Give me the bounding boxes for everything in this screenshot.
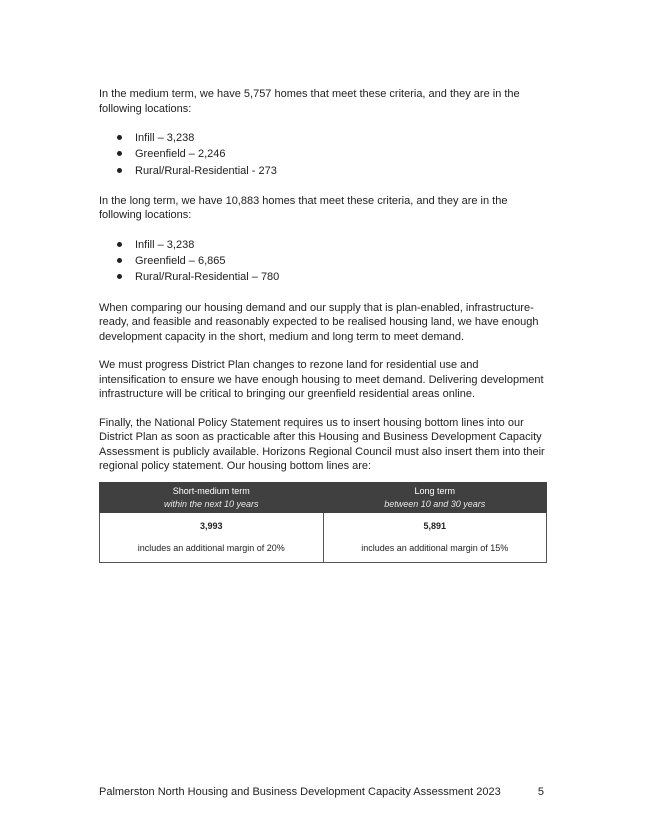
bottom-line-value: 3,993 [199,520,223,531]
bullet-icon [117,242,122,247]
column-header-short-medium: Short-medium term within the next 10 years [100,482,324,512]
page-footer [99,785,546,800]
list-item: Infill – 3,238 [99,237,546,253]
page-number: 5 [537,786,544,798]
bullet-icon [117,135,122,140]
paragraph-bottom-lines-intro: Finally, the National Policy Statement requires us to insert housing bottom lines into our District Plan as soon as practicable after this Housing and Business Development Capacity Assessment is publicly available. Horizons Regional Council must also insert them into their regional policy statement. Our housing bottom lines are: [99,416,545,473]
column-subheading: between 10 and 30 years [384,498,486,509]
paragraph-demand-comparison: When comparing our housing demand and our supply that is plan-enabled, infrastructure-ready, and feasible and reasonably expected to be realised housing land, we have enough development capacity in the short, medium and long term to meet demand. [99,301,539,343]
table-cell-short-medium [100,512,324,562]
column-subheading: within the next 10 years [163,498,259,509]
bottom-line-value: 5,891 [423,520,447,531]
bullet-icon [117,168,122,173]
page-body [99,87,546,563]
list-item: Greenfield – 6,865 [99,253,546,269]
table-cell-long [323,512,547,562]
table-header-row [100,482,547,512]
list-item: Greenfield – 2,246 [99,146,546,162]
margin-note: includes an additional margin of 15% [361,542,509,553]
housing-bottom-lines-table [99,482,547,563]
medium-term-locations-list [99,130,546,179]
paragraph-district-plan: We must progress District Plan changes to rezone land for residential use and intensification to ensure we have enough housing to meet demand. Delivering development infrastructure will be critical to bringing our greenfield residential areas online. [99,359,544,401]
paragraph-long-term: In the long term, we have 10,883 homes that meet these criteria, and they are in the following locations: [99,194,508,222]
bullet-icon [117,258,122,263]
table-row [100,512,547,562]
list-item: Infill – 3,238 [99,130,546,146]
list-item: Rural/Rural-Residential - 273 [99,163,546,179]
bullet-icon [117,274,122,279]
long-term-locations-list [99,237,546,286]
list-item: Rural/Rural-Residential – 780 [99,269,546,285]
footer-title: Palmerston North Housing and Business Development Capacity Assessment 2023 [99,786,501,798]
column-header-long: Long term between 10 and 30 years [323,482,547,512]
margin-note: includes an additional margin of 20% [137,542,285,553]
paragraph-medium-term: In the medium term, we have 5,757 homes that meet these criteria, and they are in the following locations: [99,88,520,115]
bullet-icon [117,151,122,156]
